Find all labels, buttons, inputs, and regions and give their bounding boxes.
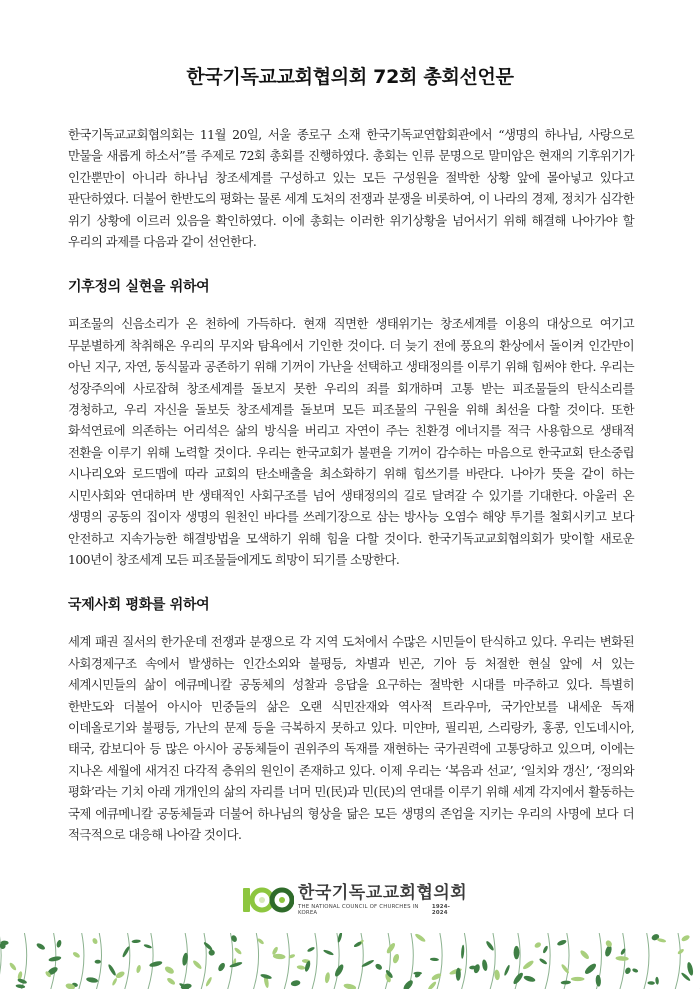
leaf bbox=[9, 962, 18, 972]
leaf bbox=[131, 939, 140, 943]
leaf bbox=[681, 934, 691, 942]
leaf bbox=[323, 949, 334, 956]
leaf bbox=[392, 953, 400, 964]
leaf bbox=[402, 979, 415, 989]
vine-stem bbox=[78, 933, 84, 989]
leaf bbox=[414, 933, 426, 943]
leaf bbox=[208, 950, 214, 956]
leaf bbox=[615, 956, 628, 961]
vine-stem bbox=[227, 933, 233, 989]
intro-paragraph: 한국기독교교회협의회는 11월 20일, 서울 종로구 소재 한국기독교연합회관에서 “생명의 하나님, 사랑으로 만물을 새롭게 하소서”를 주제로 72회 총회를 진행하였다. 총회는 인류 문명으로 말미암은 현재의 기후위기가 인간뿐만이 아니라 하나님 창조세계를 구성하고 있는 모든 구성원을 절박한 상황 앞에 몰아넣고 있다고 판단하였다. 더불어 한반도의 평화는 물론 세계 도처의 전쟁과 분쟁을 비롯하여, 이 나라의 경제, 정치가 심각한 위기 상황에 이르러 있음을 확인하였다. 이에 총회는 이러한 위기상황을 넘어서기 위해 해결해 나아가야 할 우리의 과제를 다음과 같이 선언한다. bbox=[68, 127, 634, 250]
leaf bbox=[534, 941, 542, 949]
leaf bbox=[539, 958, 548, 966]
document-title: 한국기독교교회협의회 72회 총회선언문 bbox=[186, 66, 514, 88]
leaf bbox=[374, 963, 383, 971]
vine-stem bbox=[436, 933, 442, 989]
leaf bbox=[494, 969, 500, 980]
vine-stem bbox=[0, 933, 1, 989]
leaf bbox=[107, 964, 117, 977]
leaf bbox=[542, 945, 549, 954]
logo-name-english: THE NATIONAL COUNCIL OF CHURCHES IN KOREA bbox=[298, 904, 419, 916]
leaf bbox=[385, 942, 396, 955]
vine-stem bbox=[311, 933, 317, 989]
section-heading-climate-justice: 기후정의 실현을 위하여 bbox=[68, 279, 210, 296]
leaf bbox=[413, 972, 422, 975]
leaf bbox=[143, 944, 152, 949]
leaf-pattern-footer bbox=[0, 933, 700, 989]
leaf bbox=[561, 980, 571, 984]
vine-stem bbox=[674, 933, 680, 989]
leaf bbox=[624, 967, 632, 975]
vine-stem bbox=[147, 933, 153, 989]
leaf bbox=[430, 957, 439, 961]
leaf bbox=[324, 972, 330, 984]
leaf bbox=[677, 948, 685, 955]
leaf bbox=[583, 962, 597, 976]
leaf bbox=[234, 947, 243, 956]
leaf bbox=[503, 964, 510, 976]
leaf bbox=[343, 983, 357, 989]
leaf bbox=[571, 977, 585, 981]
leaf bbox=[556, 939, 567, 947]
leaf bbox=[91, 937, 98, 945]
leaf bbox=[333, 963, 345, 978]
vine-stem bbox=[124, 933, 130, 989]
leaf bbox=[514, 946, 520, 959]
leaf bbox=[164, 965, 176, 975]
leaf bbox=[36, 942, 46, 951]
vine-stem bbox=[619, 933, 625, 989]
leaf bbox=[48, 956, 61, 963]
section-body-international-peace: 세계 패권 질서의 한가운데 전쟁과 분쟁으로 각 지역 도처에서 수많은 시민들이 탄식하고 있다. 우리는 변화된 사회경제구조 속에서 발생하는 인간소외와 불평등, 차별과 빈곤, 기아 등 처절한 현실 앞에 서 있는 세계시민들의 삶이 에큐메니칼 공동체의 성찰과 응답을 요구하는 절박한 시대를 마주하고 있다. 특별히 한반도와 더불어 아시아 민중들의 삶은 오랜 식민잔재와 역사적 트라우마, 국가안보를 내세운 독재 이데올로기와 불평등, 가난의 문제 등을 극복하지 못하고 있다. 미얀마, 필리핀, 스리랑카, 홍콩, 인도네시아, 태국, 캄보디아 등 많은 아시아 공동체들이 권위주의 독재를 재현하는 국가권력에 고통당하고 있으며, 이에는 지나온 세월에 새겨진 다각적 층위의 원인이 존재하고 있다. 이제 우리는 ‘복음과 선교’, ‘일치와 갱신’, ‘정의와 평화’라는 기치 아래 개개인의 삶의 자리를 너머 민(民)과 민(民)의 연대를 이루기 위해 세계 각지에서 활동하는 국제 에큐메니칼 공동체들과 더불어 하나님의 형상을 닮은 모든 생명의 존엄을 지키는 우리의 사명에 보다 더 적극적으로 대응해 나아갈 것이다. bbox=[68, 634, 634, 842]
leaf bbox=[72, 951, 81, 959]
leaf bbox=[655, 977, 659, 985]
nccк-logo bbox=[242, 882, 467, 918]
leaf bbox=[15, 984, 25, 989]
leaf bbox=[604, 939, 613, 948]
leaf bbox=[686, 962, 694, 977]
vine-stem bbox=[252, 933, 258, 989]
vine-stem bbox=[643, 933, 649, 989]
vine-stem bbox=[460, 933, 466, 989]
leaf bbox=[121, 946, 130, 958]
document-body bbox=[68, 124, 634, 845]
section-heading-international-peace: 국제사회 평화를 위하여 bbox=[68, 597, 210, 614]
leaf bbox=[166, 977, 176, 986]
leaf bbox=[203, 941, 214, 951]
leaf bbox=[522, 959, 535, 970]
leaf bbox=[307, 946, 316, 952]
leaf bbox=[136, 965, 142, 974]
logo-years: 1924-2024 bbox=[431, 904, 451, 916]
centennial-100-logo-mark bbox=[242, 885, 294, 915]
leaf bbox=[427, 981, 437, 989]
leaf bbox=[149, 960, 163, 968]
leaf bbox=[192, 959, 203, 970]
leaf bbox=[481, 959, 488, 971]
leaf bbox=[95, 960, 102, 964]
vine-stem bbox=[489, 933, 495, 989]
leaf bbox=[217, 962, 226, 973]
leaf bbox=[523, 975, 536, 983]
leaf bbox=[115, 970, 126, 979]
leaf bbox=[296, 965, 305, 970]
section-body-climate-justice: 피조물의 신음소리가 온 천하에 가득하다. 현재 직면한 생태위기는 창조세계를 이용의 대상으로 여기고 무분별하게 착취해온 우리의 무지와 탐욕에서 기인한 것이다. 더 늦기 전에 풍요의 환상에서 돌이켜 인간만이 아닌 지구, 자연, 동식물과 공존하기 위해 기꺼이 가난을 선택하고 생태정의를 이루기 위해 힘써야 한다. 우리는 성장주의에 사로잡혀 창조세계를 돌보지 못한 우리의 죄를 회개하며 고통 받는 피조물들의 탄식소리를 경청하고, 우리 자신을 돌보듯 창조세계를 돌보며 모든 피조물의 구원을 위해 최선을 다할 것이다. 또한 화석연료에 의존하는 어리석은 삶의 방식을 버리고 자연이 주는 친환경 에너지를 적극 사용함으로 생태적 전환을 이루기 위해 노력할 것이다. 우리는 한국교회가 불편을 기꺼이 감수하는 마음으로 한국교회 탄소중립 시나리오와 로드맵에 따라 교회의 탄소배출을 최소화하기 위해 힘쓰기를 바란다. 나아가 뜻을 같이 하는 시민사회와 연대하며 반 생태적인 사회구조를 넘어 생태정의의 길로 달려갈 수 있기를 기대한다. 아울러 온 생명의 공동의 집이자 생명의 원천인 바다를 쓰레기장으로 삼는 방사능 오염수 해양 투기를 철회시키고 보다 안전하고 지속가능한 해결방법을 모색하기 위해 힘을 다할 것이다. 한국기독교교회협의회가 맞이할 새로운 100년이 창조세계 모든 피조물들에게도 희망이 되기를 소망한다. bbox=[68, 316, 634, 567]
vine-stem bbox=[200, 933, 206, 989]
logo-name-korean: 한국기독교교회협의회 bbox=[298, 883, 468, 903]
leaf bbox=[86, 976, 99, 983]
leaf bbox=[290, 980, 300, 987]
vine-stem bbox=[283, 933, 289, 989]
leaf bbox=[647, 981, 655, 985]
leaf bbox=[461, 945, 465, 959]
leaf bbox=[595, 975, 601, 987]
leaf bbox=[632, 968, 639, 974]
leaf bbox=[485, 940, 495, 951]
leaf bbox=[111, 977, 117, 986]
leaf bbox=[56, 939, 62, 948]
leaf bbox=[579, 949, 590, 960]
leaf bbox=[205, 976, 213, 987]
